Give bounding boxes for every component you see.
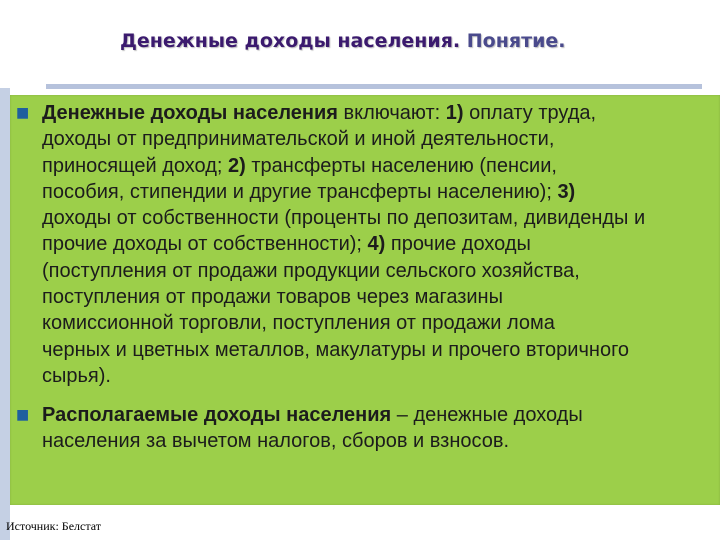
bullet-square-icon: ■ <box>16 407 30 423</box>
source-note: Источник: Белстат <box>6 519 101 533</box>
text-line: поступления от продажи товаров через магазины <box>42 286 503 309</box>
text-line: сырья). <box>42 364 111 387</box>
left-accent-bar <box>0 88 10 540</box>
text-line: населения за вычетом налогов, сборов и взносов. <box>42 430 510 453</box>
title-sub: Понятие. <box>466 30 566 52</box>
text-line: прочие доходы от собственности); 4) прочие доходы <box>42 233 531 256</box>
text-line: доходы от предпринимательской и иной деятельности, <box>42 128 555 151</box>
text-line: (поступления от продажи продукции сельского хозяйства, <box>42 259 580 282</box>
title-main: Денежные доходы населения. <box>120 30 461 52</box>
bullet-square-icon: ■ <box>16 105 30 121</box>
text-line: приносящей доход; 2) трансферты населению (пенсии, <box>42 154 557 177</box>
slide-title <box>120 30 566 52</box>
text-line: комиссионной торговли, поступления от продажи лома <box>42 312 555 335</box>
title-divider <box>46 84 702 89</box>
text-line: Денежные доходы населения включают: 1) оплату труда, <box>42 102 597 124</box>
title-area <box>0 0 720 82</box>
text-line: пособия, стипендии и другие трансферты населению); 3) <box>42 180 576 203</box>
bullet-disposable-income <box>16 402 583 455</box>
text-line: Располагаемые доходы населения – денежные доходы <box>42 404 583 426</box>
content-panel <box>10 95 720 505</box>
text-line: доходы от собственности (проценты по депозитам, дивиденды и <box>42 207 646 230</box>
bullet-money-income <box>16 100 645 389</box>
text-line: черных и цветных металлов, макулатуры и прочего вторичного <box>42 338 630 361</box>
